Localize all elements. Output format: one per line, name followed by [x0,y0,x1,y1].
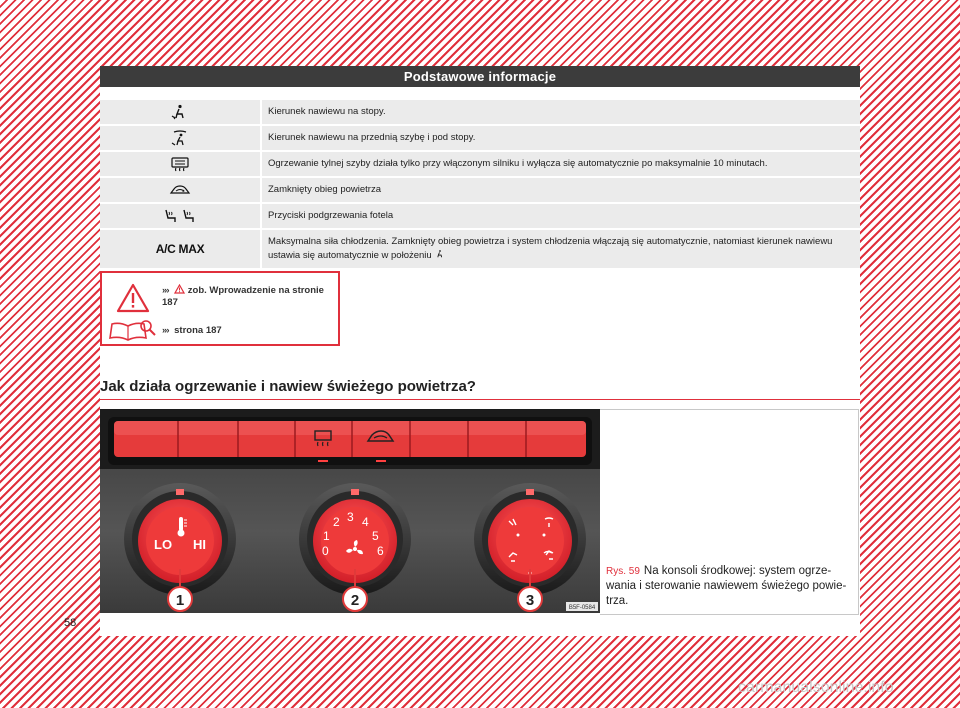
control-panel-figure [100,409,600,613]
table-row [100,178,860,202]
warning-reference-link[interactable]: zob. Wprowadzenie na stronie 187 [162,285,324,308]
svg-text:1: 1 [175,592,185,609]
row-text: Ogrzewanie tylnej szyby działa tylko przy włączonym silniku i wyłącza się automatycznie po maksymalnie 10 minutach. [268,158,768,169]
page-number: 58 [64,617,77,629]
airflow-feet-icon [434,249,446,259]
table-row [100,204,860,228]
fan-speed-0: 0 [322,544,329,558]
table-row [100,126,860,150]
symbols-table [100,100,860,270]
hi-label: HI [193,537,206,552]
ref-arrows: ››› [162,325,169,336]
climate-control-illustration [100,409,600,613]
fan-speed-6: 6 [377,544,384,558]
row-text: Kierunek nawiewu na przednią szybę i pod stopy. [268,132,476,143]
table-row [100,152,860,176]
fan-speed-5: 5 [372,529,379,543]
seat-heating-icon [162,208,198,224]
notice-box [100,271,340,346]
svg-text:2: 2 [350,592,360,609]
row-text: Maksymalna siła chłodzenia. Zamknięty obieg powietrza i system chłodzenia włączają się automatycznie, natomiast kierunek nawiewu ustawia się automatycznie w położeniu [268,236,833,261]
section-divider [100,399,860,400]
lo-label: LO [154,537,173,552]
warning-triangle-icon [116,283,150,313]
manual-book-icon [108,318,158,342]
section-title: Jak działa ogrzewanie i nawiew świeżego powietrza? [100,378,476,395]
airflow-feet-icon [169,104,191,120]
ref-arrows: ››› [162,285,169,296]
figure-label: Rys. 59 [606,566,640,577]
fan-speed-3: 3 [347,510,354,524]
page-header: Podstawowe informacje [100,66,860,87]
fan-speed-2: 2 [333,515,340,529]
row-text: Zamknięty obieg powietrza [268,184,381,195]
callout-3 [518,587,542,611]
figure-code: B5F-0584 [568,605,596,611]
callout-1 [168,587,192,611]
fan-speed-4: 4 [362,515,369,529]
svg-text:3: 3 [525,592,535,609]
figure-caption-text: Na konsoli środkowej: system ogrze-wania i sterowanie nawiewem świeżego powie-trza. [606,565,847,607]
callout-2 [343,587,367,611]
table-row [100,230,860,268]
watermark: carmanualsonline.info [738,679,894,696]
ac-max-icon: A/C MAX [155,242,205,256]
table-row [100,100,860,124]
figure-caption [606,564,850,609]
row-text: Przyciski podgrzewania fotela [268,210,394,221]
manual-page [100,66,860,636]
rear-defrost-icon [169,156,191,172]
airflow-windshield-feet-icon [169,130,191,146]
warning-triangle-icon [174,284,185,294]
page-reference-link[interactable]: strona 187 [174,325,222,336]
recirculation-icon [169,182,191,198]
row-text: Kierunek nawiewu na stopy. [268,106,386,117]
fan-speed-1: 1 [323,529,330,543]
